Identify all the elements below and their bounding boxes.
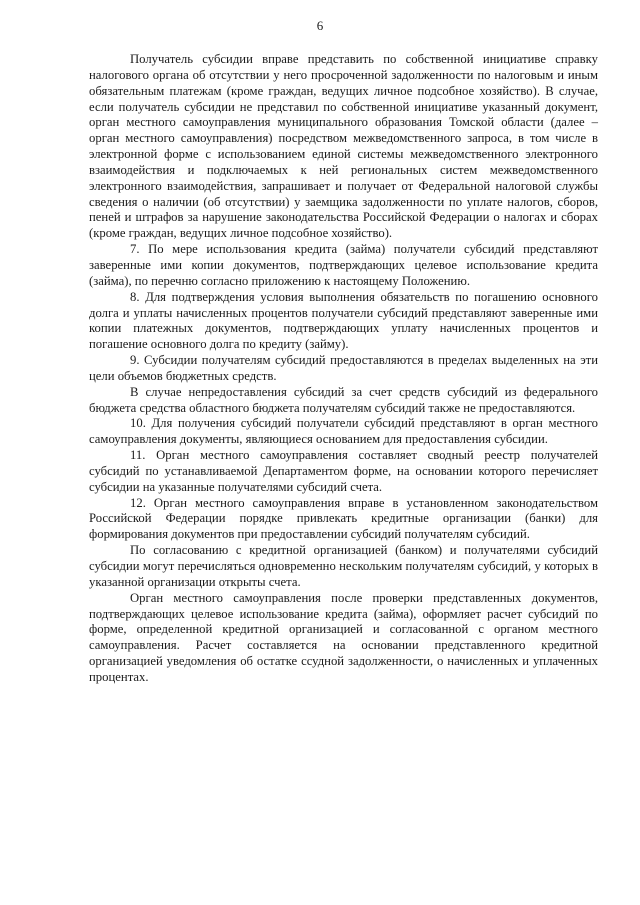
paragraph-12-banks: 12. Орган местного самоуправления вправе в установленном законодательством Российской Федерации порядке привлекать кредитные организации (банки) для формирования документов при предоставлении субсидий получателям субсидий.	[89, 495, 598, 542]
paragraph-bank-transfers: По согласованию с кредитной организацией (банком) и получателями субсидий субсидии могут перечисляться одновременно нескольким получателям субсидий, у которых в указанной организации открыты счета.	[89, 543, 598, 589]
paragraph-federal-funds: В случае непредоставления субсидий за счет средств субсидий из федерального бюджета средства областного бюджета получателям субсидий также не предоставляются.	[89, 384, 598, 415]
paragraph-9-budget-limits: 9. Субсидии получателям субсидий предоставляются в пределах выделенных на эти цели объемов бюджетных средств.	[89, 353, 598, 383]
paragraph-8-payment-documents: 8. Для подтверждения условия выполнения обязательств по погашению основного долга и уплаты начисленных процентов получатели субсидий представляют заверенные ими копии платежных документов, подтверждающих уплату начисленных процентов и погашение основного долга по кредиту (займу).	[89, 289, 598, 352]
document-body	[89, 52, 598, 686]
paragraph-10-documents: 10. Для получения субсидий получатели субсидий представляют в орган местного самоуправления документы, являющиеся основанием для предоставления субсидии.	[89, 416, 598, 447]
paragraph-tax-certificate: Получатель субсидии вправе представить по собственной инициативе справку налогового органа об отсутствии у него просроченной задолженности по налоговым и иным обязательным платежам (кроме граждан, ведущих личное подсобное хозяйство). В случае, если получатель субсидии не представил по собственной инициативе указанный документ, орган местного самоуправления муниципального образования Томской области (далее – орган местного самоуправления) посредством межведомственного запроса, в том числе в электронной форме с использованием единой системы межведомственного электронного взаимодействия и подключаемых к ней региональных систем межведомственного электронного взаимодействия, запрашивает и получает от Федеральной налоговой службы сведения о наличии (об отсутствии) у заемщика задолженности по уплате налогов, сборов, пеней и штрафов за нарушение законодательства Российской Федерации о налогах и сборах (кроме граждан, ведущих личное подсобное хозяйство).	[89, 52, 598, 241]
paragraph-subsidy-calculation: Орган местного самоуправления после проверки представленных документов, подтверждающих целевое использование кредита (займа), оформляет расчет субсидий по форме, определенной кредитной организацией и согласованной с органом местного самоуправления. Расчет составляется на основании представленного кредитной организацией уведомления об остатке ссудной задолженности, о начисленных и уплаченных процентах.	[89, 590, 598, 684]
page-number: 6	[316, 18, 324, 33]
paragraph-11-registry: 11. Орган местного самоуправления составляет сводный реестр получателей субсидий по устанавливаемой Департаментом форме, на основании которого перечисляет субсидии на указанные получателями субсидий счета.	[89, 448, 598, 494]
paragraph-7-credit-usage: 7. По мере использования кредита (займа) получатели субсидий представляют заверенные ими копии документов, подтверждающих целевое использование кредита (займа), по перечню согласно приложению к настоящему Положению.	[89, 242, 598, 288]
